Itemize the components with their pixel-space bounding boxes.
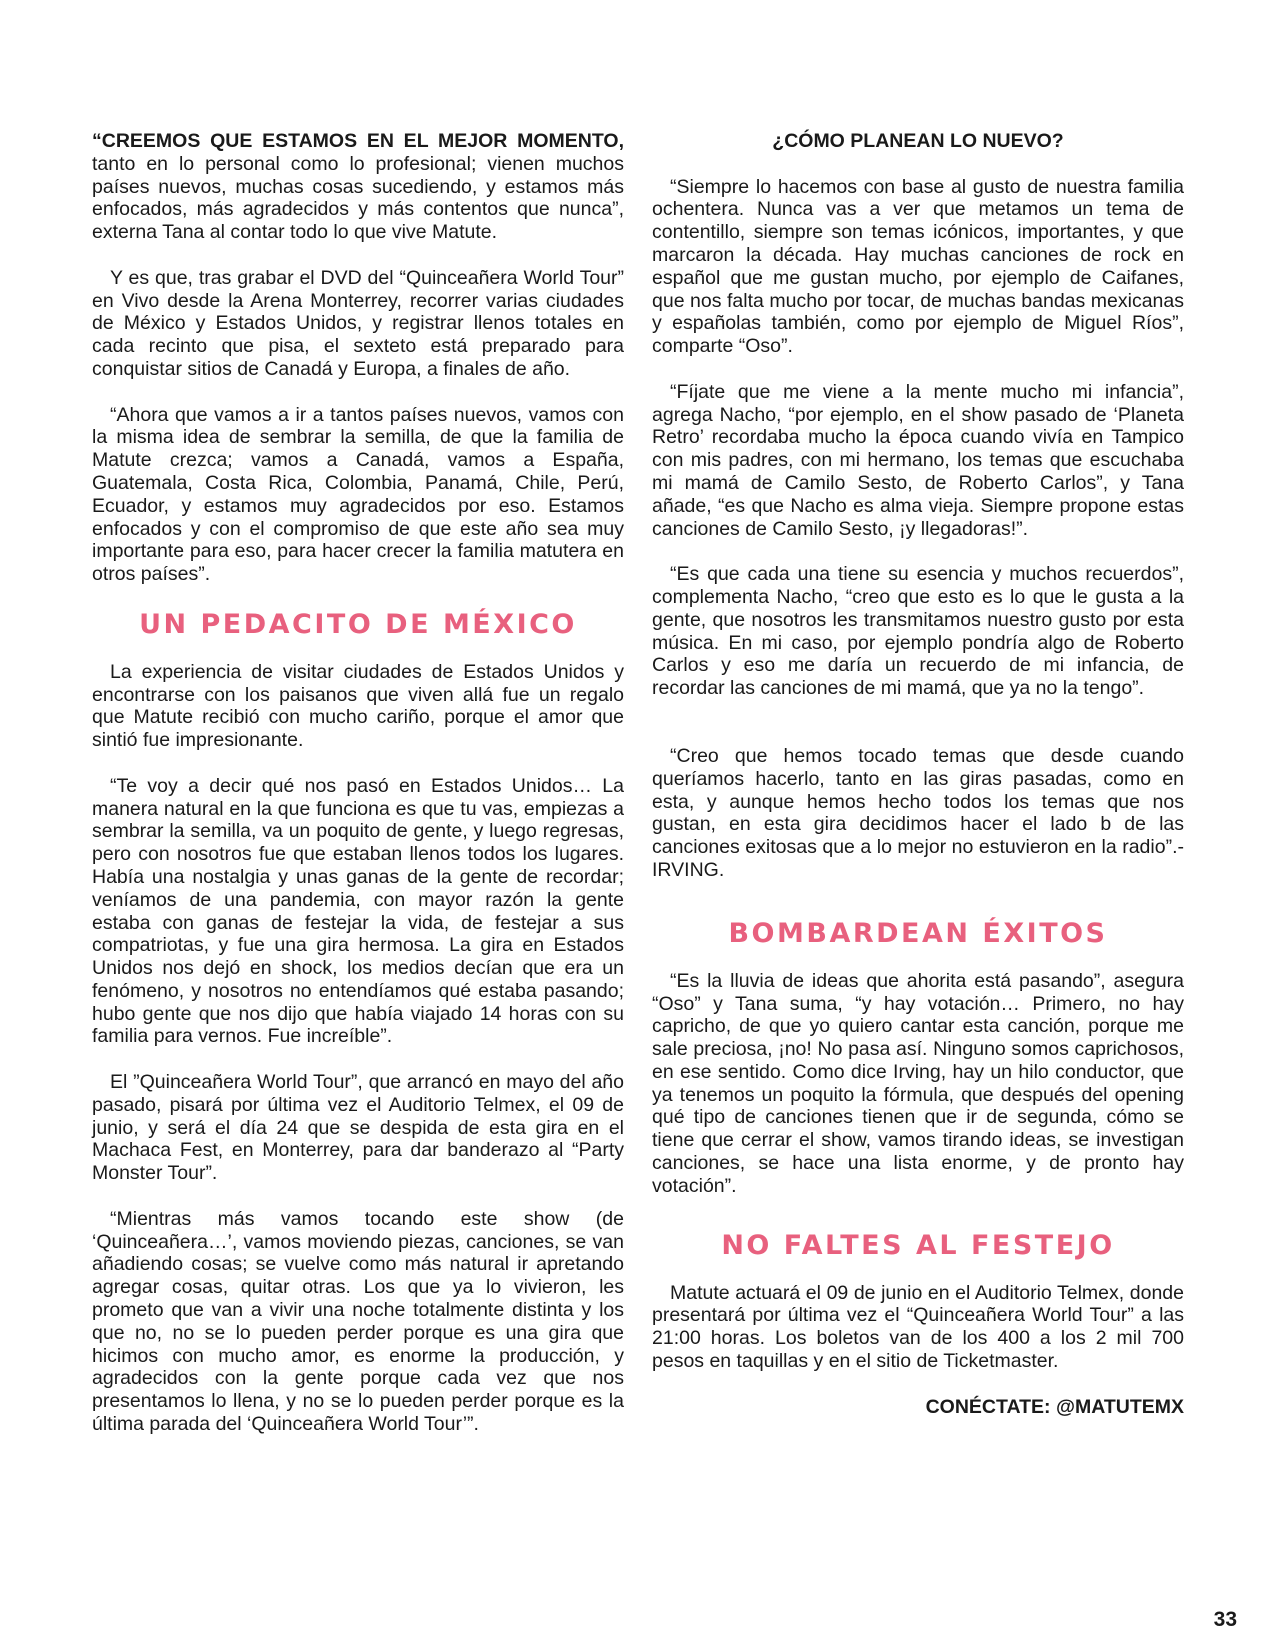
intro-rest: tanto en lo personal como lo profesional; vienen muchos países nuevos, muchas cosas sucediendo, y estamos más enfocados, más agradecidos y más contentos que nunca”, externa Tana al contar todo lo que vive Matute.	[92, 152, 624, 244]
question-heading: ¿CÓMO PLANEAN LO NUEVO?	[772, 130, 1064, 152]
paragraph-votacion: “Es la lluvia de ideas que ahorita está pasando”, asegura “Oso” y Tana suma, “y hay votación… Primero, no hay capricho, de que yo quiero cantar esta canción, porque me sale preciosa, ¡no! No pasa así. Ninguno somos caprichosos, en ese sentido. Como dice Irving, hay un hilo conductor, que ya tenemos un poquito la fórmula, que después del opening qué tipo de canciones tienen que ir de segunda, cómo se tiene que cerrar el show, vamos tirando ideas, se investigan canciones, se hace una lista enorme, y de pronto hay votación”.	[652, 969, 1184, 1197]
heading-no-faltes-al-festejo: NO FALTES AL FESTEJO	[721, 1229, 1115, 1261]
right-column	[652, 130, 1184, 1418]
paragraph-show-quote: “Mientras más vamos tocando este show (de ‘Quinceañera…’, vamos moviendo piezas, canciones, se van añadiendo cosas; se vuelve como más natural ir apretando agregar cosas, quitar otras. Los que ya lo vivieron, les prometo que van a vivir una noche totalmente distinta y los que no, no se lo pueden perder porque es una gira que hicimos con mucho amor, es enorme la producción, y agradecidos con la gente porque cada vez que nos presentamos lo llena, y no se lo pueden perder porque es la última parada del ‘Quinceañera World Tour’”.	[92, 1207, 624, 1436]
social-handle: CONÉCTATE: @MATUTEMX	[925, 1395, 1184, 1418]
paragraph-new-countries: “Ahora que vamos a ir a tantos países nuevos, vamos con la misma idea de sembrar la semilla, de que la familia de Matute crezca; vamos a Canadá, vamos a España, Guatemala, Costa Rica, Colombia, Panamá, Chile, Perú, Ecuador, y estamos muy agradecidos por eso. Estamos enfocados y con el compromiso de que este año sea muy importante para eso, para hacer crecer la familia matutera en otros países”.	[92, 403, 624, 586]
paragraph-usa-quote: “Te voy a decir qué nos pasó en Estados Unidos… La manera natural en la que funciona es que tu vas, empiezas a sembrar la semilla, va un poquito de gente, y luego regresas, pero con nosotros fue que estaban llenos todos los lugares. Había una nostalgia y unas ganas de la gente de recordar; veníamos de una pandemia, con mayor razón la gente estaba con ganas de festejar la vida, de festejar a sus compatriotas, y fue una gira hermosa. La gira en Estados Unidos nos dejó en shock, los medios decían que era un fenómeno, y nosotros no entendíamos qué estaba pasando; hubo gente que nos dijo que había viajado 14 horas con su familia para vernos. Fue increíble”.	[92, 774, 624, 1048]
paragraph-event-info: Matute actuará el 09 de junio en el Auditorio Telmex, donde presentará por última vez el “Quinceañera World Tour” a las 21:00 horas. Los boletos van de los 400 a los 2 mil 700 pesos en taquillas y en el sitio de Ticketmaster.	[652, 1281, 1184, 1373]
heading-bombardean-exitos: BOMBARDEAN ÉXITOS	[728, 917, 1108, 949]
page-number: 33	[1213, 1608, 1237, 1631]
paragraph-esencia: “Es que cada una tiene su esencia y muchos recuerdos”, complementa Nacho, “creo que esto es lo que le gusta a la gente, que nosotros les transmitamos nuestro gusto por esta música. En mi caso, por ejemplo pondría algo de Roberto Carlos y eso me daría un recuerdo de mi infancia, de recordar las canciones de mi mamá, que ya no la tengo”.	[652, 563, 1184, 700]
paragraph-ochentera: “Siempre lo hacemos con base al gusto de nuestra familia ochentera. Nunca vas a ver que metamos un tema de contentillo, siempre son temas icónicos, importantes, y que marcaron la década. Hay muchas canciones de rock en español que me gustan mucho, por ejemplo de Caifanes, que nos falta mucho por tocar, de muchas bandas mexicanas y españolas también, como por ejemplo de Miguel Ríos”, comparte “Oso”.	[652, 175, 1184, 358]
paragraph-irving: “Creo que hemos tocado temas que desde cuando queríamos hacerlo, tanto en las giras pasadas, como en esta, y aunque hemos hecho todos los temas que nos gustan, en esta gira decidimos hacer el lado b de las canciones exitosas que a lo mejor no estuvieron en la radio”.- IRVING.	[652, 744, 1184, 881]
left-column	[92, 130, 624, 1459]
paragraph-usa-experience: La experiencia de visitar ciudades de Estados Unidos y encontrarse con los paisanos que viven allá fue un regalo que Matute recibió con mucho cariño, porque el amor que sintió fue impresionante.	[92, 660, 624, 752]
paragraph-dvd: Y es que, tras grabar el DVD del “Quinceañera World Tour” en Vivo desde la Arena Monterrey, recorrer varias ciudades de México y Estados Unidos, y registrar llenos totales en cada recinto que pisa, el sexteto está preparado para conquistar sitios de Canadá y Europa, a finales de año.	[92, 266, 624, 380]
paragraph-infancia: “Fíjate que me viene a la mente mucho mi infancia”, agrega Nacho, “por ejemplo, en el show pasado de ‘Planeta Retro’ recordaba mucho la época cuando vivía en Tampico con mis padres, con mi hermano, los temas que escuchaba mi mamá de Camilo Sesto, de Roberto Carlos”, y Tana añade, “es que Nacho es alma vieja. Siempre propone estas canciones de Camilo Sesto, ¡y llegadoras!”.	[652, 380, 1184, 540]
heading-pedacito-de-mexico: UN PEDACITO DE MÉXICO	[139, 608, 577, 640]
intro-bold-quote: “CREEMOS QUE ESTAMOS EN EL MEJOR MOMENTO,	[92, 130, 624, 152]
paragraph-tour-dates: El ”Quinceañera World Tour”, que arrancó en mayo del año pasado, pisará por última vez el Auditorio Telmex, el 09 de junio, y será el día 24 que se despida de esta gira en el Machaca Fest, en Monterrey, para dar banderazo al “Party Monster Tour”.	[92, 1071, 624, 1185]
intro-paragraph	[92, 130, 624, 244]
